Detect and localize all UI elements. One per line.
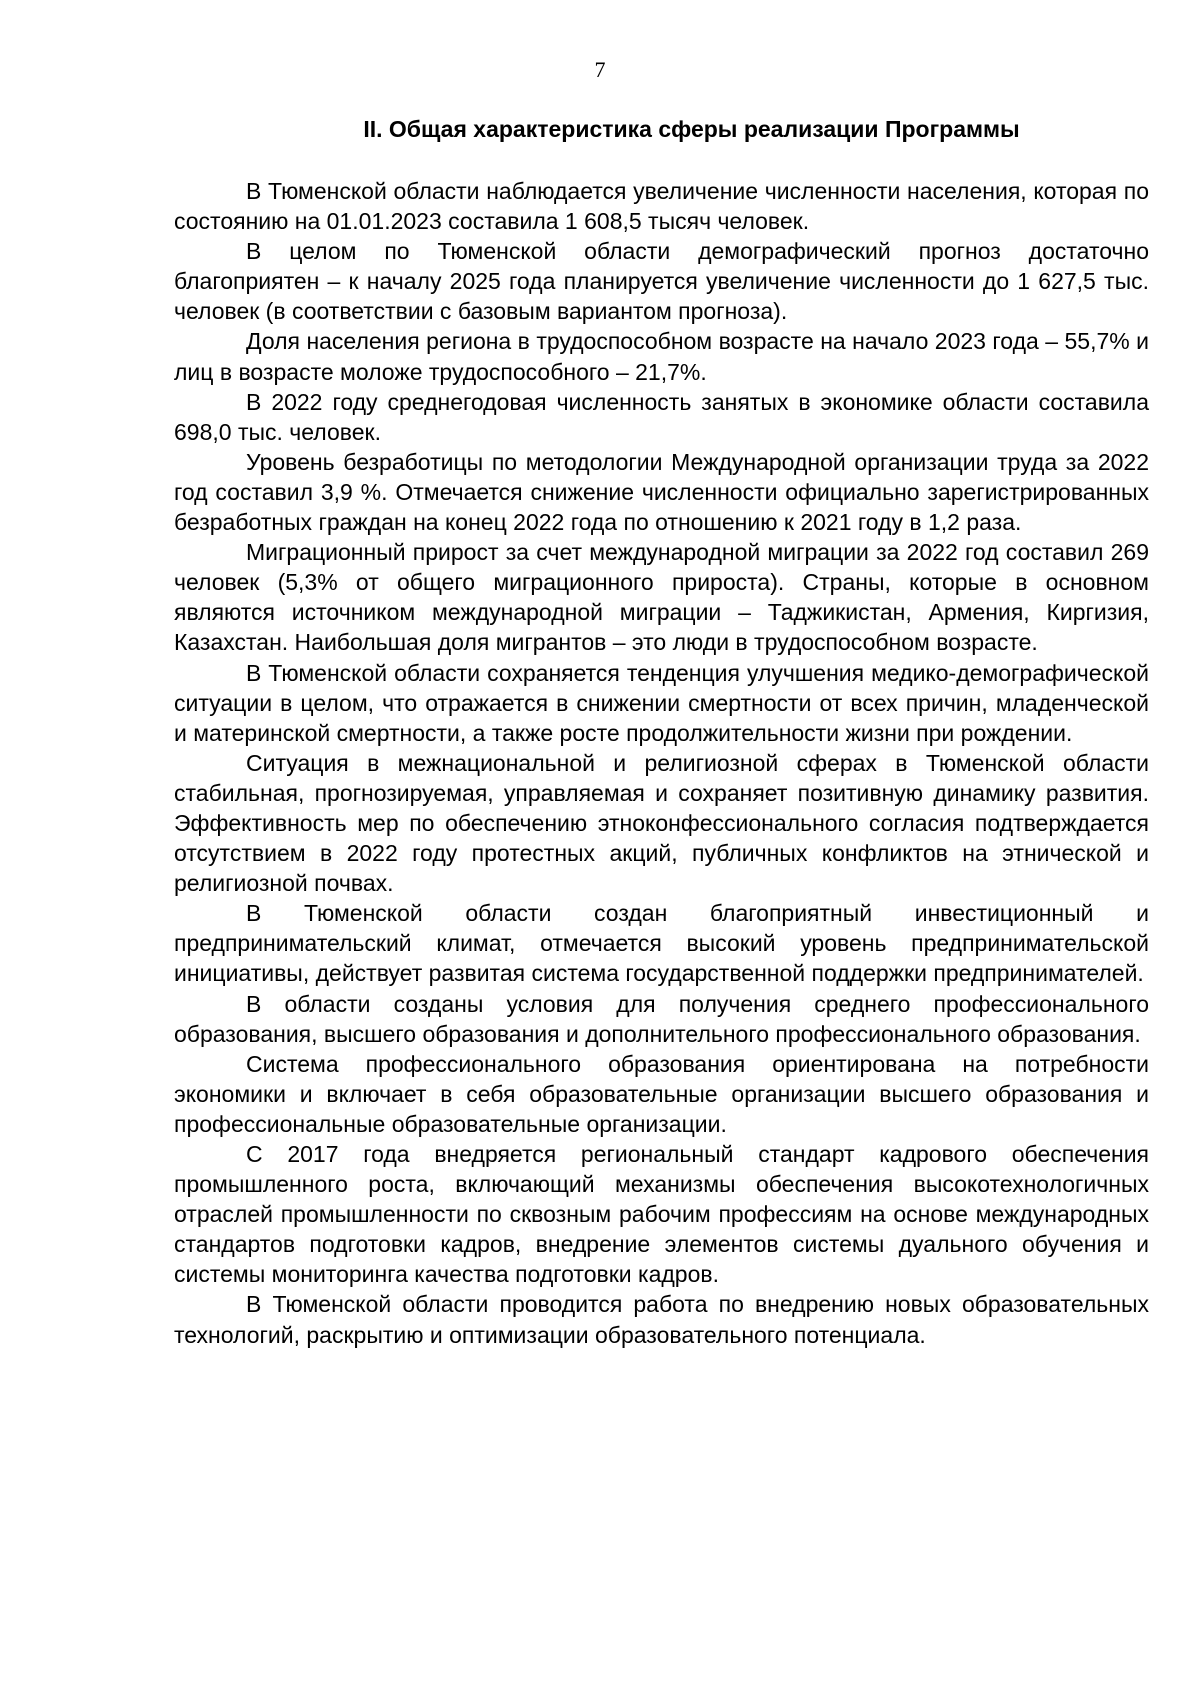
page-number: 7 <box>594 57 606 82</box>
paragraph: Ситуация в межнациональной и религиозной сферах в Тюменской области стабильная, прогнозируемая, управляемая и сохраняет позитивную динамику развития. Эффективность мер по обеспечению этноконфессионального согласия подтверждается отсутствием в 2022 году протестных акций, публичных конфликтов на этнической и религиозной почвах. <box>174 749 1149 897</box>
paragraph: В Тюменской области проводится работа по внедрению новых образовательных технологий, раскрытию и оптимизации образовательного потенциала. <box>174 1291 1149 1348</box>
paragraph: В области созданы условия для получения среднего профессионального образования, высшего образования и дополнительного профессионального образования. <box>174 990 1149 1047</box>
paragraph: Уровень безработицы по методологии Международной организации труда за 2022 год составил 3,9 %. Отмечается снижение численности официально зарегистрированных безработных граждан на конец 2022 года по отношению к 2021 году в 1,2 раза. <box>174 448 1149 536</box>
paragraph: Доля населения региона в трудоспособном возрасте на начало 2023 года – 55,7% и лиц в возрасте моложе трудоспособного – 21,7%. <box>174 328 1149 385</box>
paragraph: В Тюменской области сохраняется тенденция улучшения медико-демографической ситуации в целом, что отражается в снижении смертности от всех причин, младенческой и материнской смертности, а также росте продолжительности жизни при рождении. <box>174 659 1149 746</box>
paragraph: С 2017 года внедряется региональный стандарт кадрового обеспечения промышленного роста, включающий механизмы обеспечения высокотехнологичных отраслей промышленности по сквозным рабочим профессиям на основе международных стандартов подготовки кадров, внедрение элементов системы дуального обучения и системы мониторинга качества подготовки кадров. <box>174 1141 1149 1288</box>
paragraph: В целом по Тюменской области демографический прогноз достаточно благоприятен – к началу 2025 года планируется увеличение численности до 1 627,5 тыс. человек (в соответствии с базовым вариантом прогноза). <box>174 238 1149 325</box>
paragraph: В Тюменской области наблюдается увеличение численности населения, которая по состоянию на 01.01.2023 составила 1 608,5 тысяч человек. <box>174 178 1149 235</box>
document-body <box>174 176 1149 1350</box>
paragraph: В Тюменской области создан благоприятный инвестиционный и предпринимательский климат, отмечается высокий уровень предпринимательской инициативы, действует развитая система государственной поддержки предпринимателей. <box>174 900 1149 987</box>
paragraph: Миграционный прирост за счет международной миграции за 2022 год составил 269 человек (5,3% от общего миграционного прироста). Страны, которые в основном являются источником международной миграции – Таджикистан, Армения, Киргизия, Казахстан. Наибольшая доля мигрантов – это люди в трудоспособном возрасте. <box>174 539 1149 656</box>
section-heading: II. Общая характеристика сферы реализации Программы <box>363 116 1020 142</box>
paragraph: В 2022 году среднегодовая численность занятых в экономике области составила 698,0 тыс. человек. <box>174 388 1149 445</box>
paragraph: Система профессионального образования ориентирована на потребности экономики и включает в себя образовательные организации высшего образования и профессиональные образовательные организации. <box>174 1050 1149 1137</box>
